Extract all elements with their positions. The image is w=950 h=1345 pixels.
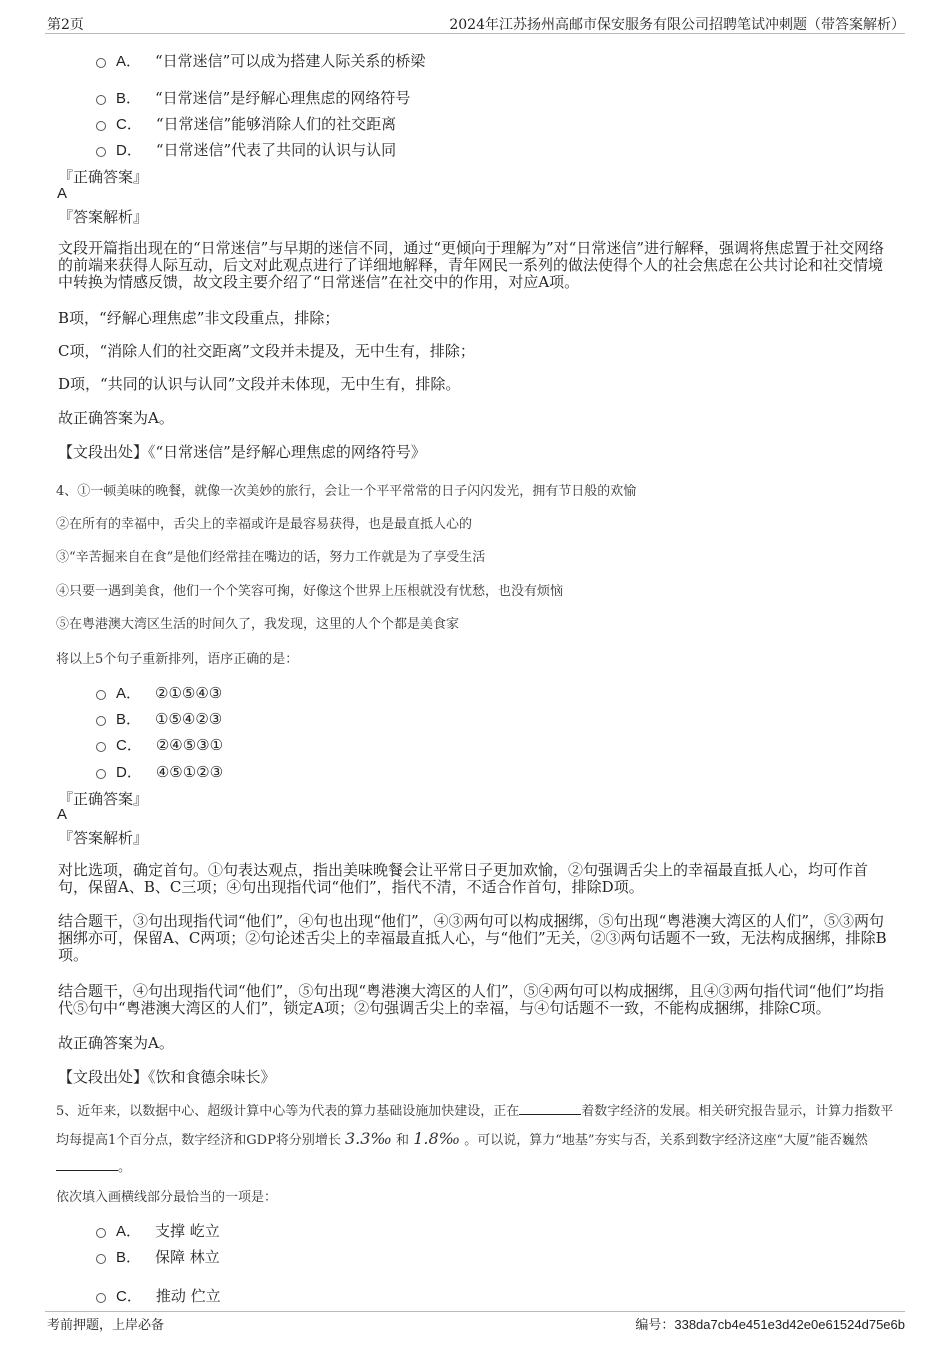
radio-icon[interactable] (96, 95, 106, 105)
q5-option-c[interactable]: C． 推动 伫立 (96, 1285, 221, 1306)
q3-analysis-paragraph: C项，“消除人们的社交距离”文段并未提及，无中生有，排除； (58, 342, 475, 360)
q4-analysis-paragraph: 故正确答案为A。 (58, 1034, 174, 1052)
radio-icon[interactable] (96, 1254, 106, 1264)
q4-stem-line: ⑤在粤港澳大湾区生活的时间久了，我发现，这里的人个个都是美食家 (56, 617, 460, 632)
q3-analysis-paragraph: D项，“共同的认识与认同”文段并未体现，无中生有，排除。 (58, 375, 461, 393)
document-title: 2024年江苏扬州高邮市保安服务有限公司招聘笔试冲刺题（带答案解析） (449, 17, 905, 33)
q3-analysis-paragraph: 故正确答案为A。 (58, 409, 174, 427)
q4-stem-line: ②在所有的幸福中，舌尖上的幸福或许是最容易获得，也是最直抵人心的 (56, 517, 473, 532)
q4-analysis-label: 『答案解析』 (58, 829, 149, 847)
q3-analysis-label: 『答案解析』 (58, 208, 149, 226)
q4-prompt: 将以上5个句子重新排列，语序正确的是： (56, 652, 299, 667)
q4-option-d[interactable]: D． ④⑤①②③ (96, 761, 223, 782)
q3-option-a[interactable]: A． “日常迷信”可以成为搭建人际关系的桥梁 (96, 50, 425, 71)
q3-option-d[interactable]: D． “日常迷信”代表了共同的认识与认同 (96, 139, 396, 160)
q4-answer: A (57, 806, 68, 823)
q3-option-b[interactable]: B． “日常迷信”是纾解心理焦虑的网络符号 (96, 87, 410, 108)
q4-analysis-paragraph: 对比选项，确定首句。①句表达观点，指出美味晚餐会让平常日子更加欢愉，②句强调舌尖上的幸福最直抵人心，均可作首句，保留A、B、C三项；④句出现指代词“他们”，指代不清，不适合作首句，排除D项。 (58, 861, 869, 896)
q4-stem-line: 4、①一顿美味的晚餐，就像一次美妙的旅行，会让一个平平常常的日子闪闪发光，拥有节日般的欢愉 (56, 484, 637, 499)
radio-icon[interactable] (96, 147, 106, 157)
radio-icon[interactable] (96, 716, 106, 726)
formula: 1.8‰ (413, 1129, 461, 1148)
q5-option-a[interactable]: A． 支撑 屹立 (96, 1220, 220, 1241)
q5-stem: 5、近年来，以数据中心、超级计算中心等为代表的算力基础设施加快建设，正在 着数字经济的发展。相关研究报告显示，计算力指数平均每提高1个百分点，数字经济和GDP将分别增长 3.3‰ 和 1.8‰ 。可以说，算力“地基”夯实与否，关系到数字经济这座“大厦”能否巍然 。 (56, 1104, 894, 1175)
fill-blank[interactable] (519, 1102, 581, 1115)
q5-prompt: 依次填入画横线部分最恰当的一项是： (56, 1190, 278, 1205)
q3-analysis-paragraph: B项，“纾解心理焦虑”非文段重点，排除； (58, 309, 340, 327)
q4-answer-label: 『正确答案』 (58, 790, 149, 808)
q3-source: 【文段出处】《“日常迷信”是纾解心理焦虑的网络符号》 (58, 443, 426, 461)
footer-code: 编号：338da7cb4e451e3d42e0e61524d75e6b (635, 1317, 905, 1333)
radio-icon[interactable] (96, 769, 106, 779)
q4-analysis-paragraph: 结合题干，③句出现指代词“他们”，④句也出现“他们”，④③两句可以构成捆绑，⑤句出现“粤港澳大湾区的人们”，⑤③两句捆绑亦可，保留A、C两项；②句论述舌尖上的幸福最直抵人心，与“他们”无关，②③两句话题不一致，无法构成捆绑，排除B项。 (58, 912, 887, 964)
radio-icon[interactable] (96, 1228, 106, 1238)
q3-option-c[interactable]: C． “日常迷信”能够消除人们的社交距离 (96, 113, 396, 134)
radio-icon[interactable] (96, 1293, 106, 1303)
q5-option-b[interactable]: B． 保障 林立 (96, 1246, 220, 1267)
footer-slogan: 考前押题，上岸必备 (47, 1318, 165, 1333)
q4-source: 【文段出处】《饮和食德余味长》 (58, 1068, 276, 1086)
fill-blank[interactable] (56, 1158, 118, 1171)
page-number: 第2页 (47, 17, 84, 33)
q4-stem-line: ④只要一遇到美食，他们一个个笑容可掬，好像这个世界上压根就没有忧愁，也没有烦恼 (56, 584, 564, 599)
q3-answer-label: 『正确答案』 (58, 168, 149, 186)
formula: 3.3‰ (344, 1129, 392, 1148)
radio-icon[interactable] (96, 121, 106, 131)
q4-option-b[interactable]: B． ①⑤④②③ (96, 708, 222, 729)
q4-option-a[interactable]: A． ②①⑤④③ (96, 682, 222, 703)
q4-option-c[interactable]: C． ②④⑤③① (96, 734, 223, 755)
footer-divider (45, 1311, 905, 1312)
q3-analysis-paragraph: 文段开篇指出现在的“日常迷信”与早期的迷信不同，通过“更倾向于理解为”对“日常迷信”进行解释，强调将焦虑置于社交网络的前端来获得人际互动，后文对此观点进行了详细地解释，青年网民一系列的做法使得个人的社会焦虑在公共讨论和社交情境中转换为情感反馈，故文段主要介绍了“日常迷信”在社交中的作用，对应A项。 (58, 239, 885, 291)
q4-stem-line: ③“辛苦掘来自在食”是他们经常挂在嘴边的话，努力工作就是为了享受生活 (56, 550, 486, 565)
q3-answer: A (57, 185, 68, 202)
header-divider (45, 33, 905, 34)
q4-analysis-paragraph: 结合题干，④句出现指代词“他们”，⑤句出现“粤港澳大湾区的人们”，⑤④两句可以构成捆绑，且④③两句指代词“他们”均指代⑤句中“粤港澳大湾区的人们”，锁定A项；②句强调舌尖上的幸福，与④句话题不一致，不能构成捆绑，排除C项。 (58, 982, 885, 1017)
radio-icon[interactable] (96, 58, 106, 68)
radio-icon[interactable] (96, 690, 106, 700)
radio-icon[interactable] (96, 742, 106, 752)
